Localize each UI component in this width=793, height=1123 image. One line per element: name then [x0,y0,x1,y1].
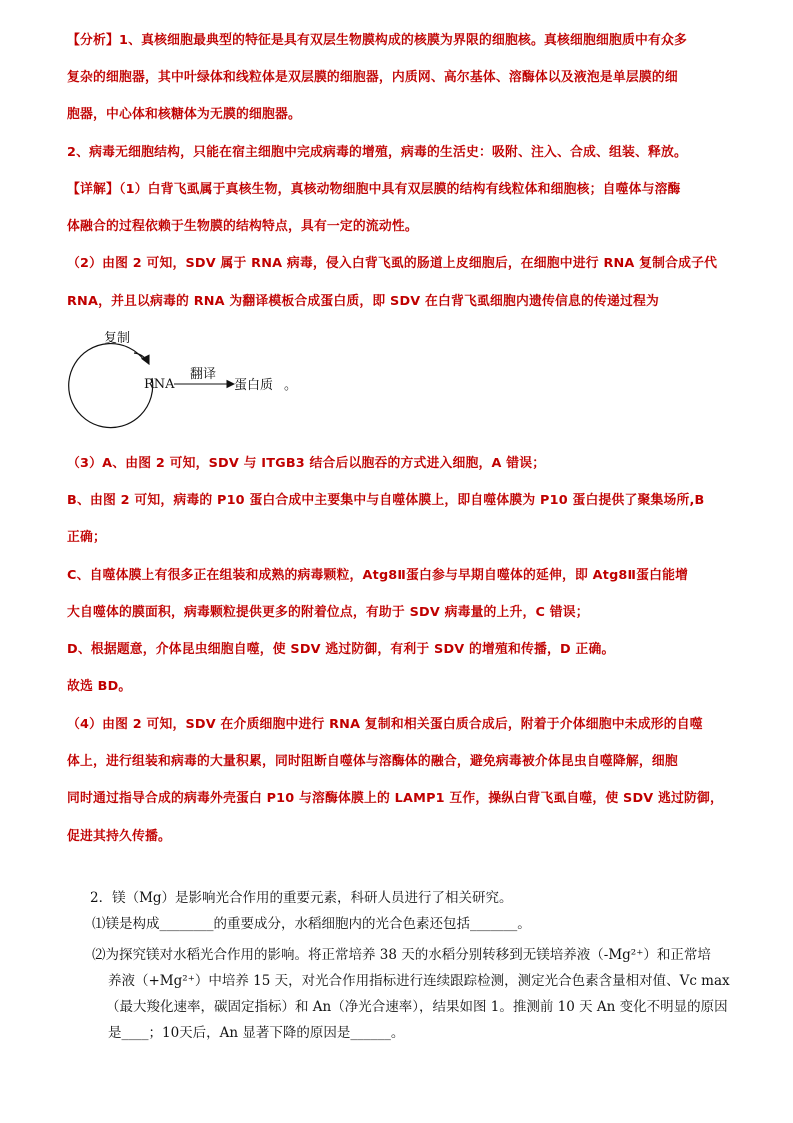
detail-line-3: （2）由图 2 可知，SDV 属于 RNA 病毒，侵入白背飞虱的肠道上皮细胞后，在细胞中进行 RNA 复制合成子代 [67,256,718,271]
final-choice: 故选 BD。 [67,679,132,694]
question-2-part-2-line-3: （最大羧化速率，碳固定指标）和 An（净光合速率），结果如图 1。推测前 10 天 An 变化不明显的原因 [106,999,728,1015]
detail-line-1: 【详解】（1）白背飞虱属于真核生物，真核动物细胞中具有双层膜的结构有线粒体和细胞核；自噬体与溶酶 [67,182,681,197]
answer-c-line-2: 大自噬体的膜面积，病毒颗粒提供更多的附着位点，有助于 SDV 病毒量的上升，C 错误； [67,605,589,620]
question-2-part-2-line-2: 养液（+Mg²⁺）中培养 15 天，对光合作用指标进行连续跟踪检测，测定光合色素含量相对值、Vc max [108,973,730,989]
answer-4-line-4: 促进其持久传播。 [67,829,171,844]
replication-loop-arrow [69,344,153,428]
question-2-part-1: ⑴镁是构成________的重要成分，水稻细胞内的光合色素还包括_______。 [92,916,531,932]
diagram-end-mark: 。 [284,378,298,393]
answer-b-line-1: B、由图 2 可知，病毒的 P10 蛋白合成中主要集中与自噬体膜上，即自噬体膜为 P10 蛋白提供了聚集场所,B [67,493,705,508]
analysis-line-2: 复杂的细胞器，其中叶绿体和线粒体是双层膜的细胞器，内质网、高尔基体、溶酶体以及液泡是单层膜的细 [67,70,678,85]
answer-4-line-3: 同时通过指导合成的病毒外壳蛋白 P10 与溶酶体膜上的 LAMP1 互作，操纵白背飞虱自噬，使 SDV 逃过防御， [67,791,724,806]
translate-label: 翻译 [190,367,217,382]
answer-c-line-1: C、自噬体膜上有很多正在组装和成熟的病毒颗粒，Atg8Ⅱ蛋白参与早期自噬体的延伸，即 Atg8Ⅱ蛋白能增 [67,568,689,583]
analysis-line-3: 胞器，中心体和核糖体为无膜的细胞器。 [67,107,301,122]
answer-4-line-2: 体上，进行组装和病毒的大量积累，同时阻断自噬体与溶酶体的融合，避免病毒被介体昆虫自噬降解，细胞 [67,754,678,769]
question-2-stem: 2．镁（Mg）是影响光合作用的重要元素，科研人员进行了相关研究。 [90,890,513,906]
answer-d: D、根据题意，介体昆虫细胞自噬，使 SDV 逃过防御，有利于 SDV 的增殖和传播，D 正确。 [67,642,615,657]
question-2-part-2-line-4: 是____；10天后，An 显著下降的原因是______。 [108,1025,405,1041]
answer-4-line-1: （4）由图 2 可知，SDV 在介质细胞中进行 RNA 复制和相关蛋白质合成后，附着于介体细胞中未成形的自噬 [67,717,703,732]
gene-flow-diagram [66,326,306,436]
detail-line-2: 体融合的过程依赖于生物膜的结构特点，具有一定的流动性。 [67,219,418,234]
question-2-part-2-line-1: ⑵为探究镁对水稻光合作用的影响。将正常培养 38 天的水稻分别转移到无镁培养液（-Mg²⁺）和正常培 [92,947,711,963]
detail-line-4: RNA，并且以病毒的 RNA 为翻译模板合成蛋白质，即 SDV 在白背飞虱细胞内遗传信息的传递过程为 [67,294,659,309]
answer-a: （3）A、由图 2 可知，SDV 与 ITGB3 结合后以胞吞的方式进入细胞，A 错误； [67,456,546,471]
analysis-line-1: 【分析】1、真核细胞最典型的特征是具有双层生物膜构成的核膜为界限的细胞核。真核细胞细胞质中有众多 [67,33,687,48]
rna-label: RNA [144,377,175,392]
analysis-line-4: 2、病毒无细胞结构，只能在宿主细胞中完成病毒的增殖，病毒的生活史：吸附、注入、合成、组装、释放。 [67,145,687,160]
replicate-label: 复制 [104,331,131,346]
answer-b-line-2: 正确； [67,530,106,545]
protein-label: 蛋白质 [234,378,274,393]
replication-arrowhead [134,353,149,364]
